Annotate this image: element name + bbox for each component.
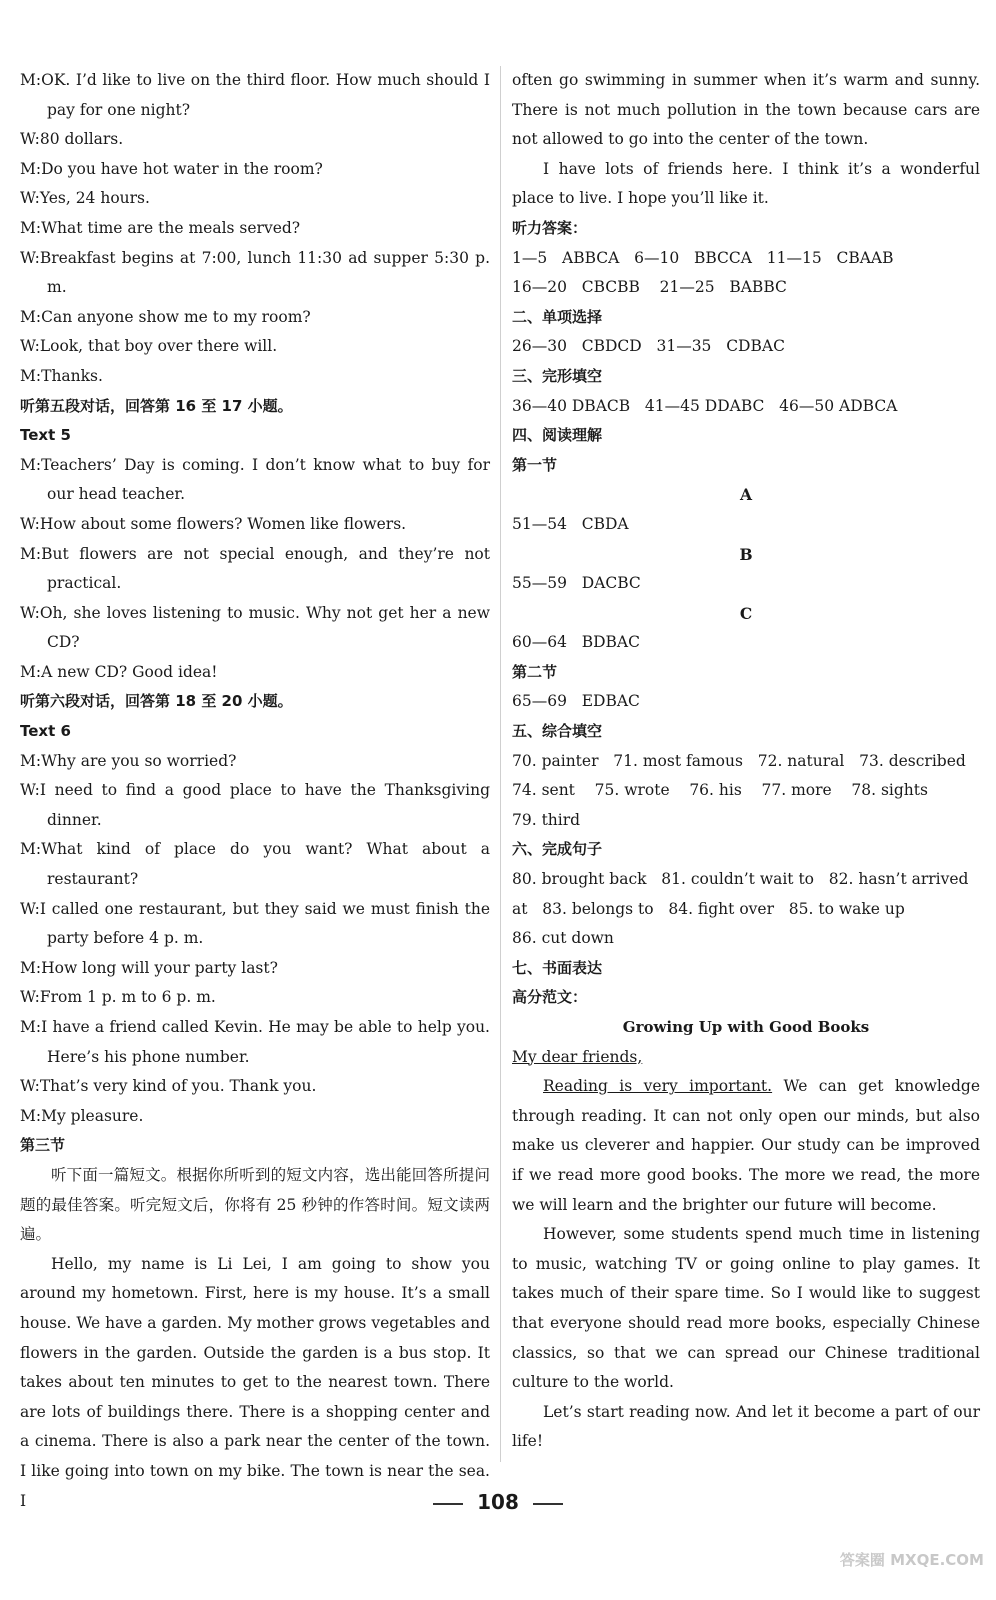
answer-line — [512, 776, 980, 806]
speaker-label: M — [20, 218, 36, 237]
speaker-label: M — [20, 307, 36, 326]
text-content: 74. sent 75. wrote 76. his 77. more 78. sights — [512, 781, 928, 800]
passage-marker — [512, 480, 980, 510]
dialogue-text: Yes, 24 hours. — [39, 189, 150, 208]
text-content: B — [739, 544, 753, 564]
speaker-label: W — [20, 514, 35, 533]
text-content: 听第六段对话，回答第 18 至 20 小题。 — [20, 692, 293, 711]
speaker-label: M — [20, 958, 36, 977]
dialogue-line — [20, 658, 490, 688]
speaker-label: M — [20, 366, 36, 385]
section-heading — [512, 717, 980, 747]
dialogue-text: Why are you so worried? — [41, 751, 237, 770]
speaker-label: W — [20, 603, 35, 622]
answer-line — [512, 332, 980, 362]
section-heading — [512, 362, 980, 392]
text-content: Text 5 — [20, 426, 71, 445]
speaker-label: W — [20, 248, 35, 267]
text-content: 第二节 — [512, 662, 558, 681]
speaker-label: M — [20, 840, 36, 859]
dialogue-line — [20, 155, 490, 185]
essay-title — [512, 1013, 980, 1043]
text-content: 1—5 ABBCA 6—10 BBCCA 11—15 CBAAB — [512, 248, 894, 267]
text-content: 第一节 — [512, 455, 558, 474]
text-content: I have lots of friends here. I think it’s a wonderful place to live. I hope you’ll like it. — [512, 159, 980, 208]
answer-line — [512, 687, 980, 717]
dialogue-line — [20, 599, 490, 658]
section-heading — [20, 1131, 490, 1161]
dialogue-text: Teachers’ Day is coming. I don’t know what to buy for our head teacher. — [41, 455, 490, 504]
answer-line — [512, 865, 980, 895]
dialogue-text: That’s very kind of you. Thank you. — [39, 1077, 317, 1096]
text-content: 五、综合填空 — [512, 722, 603, 741]
speaker-colon: : — [34, 603, 40, 622]
dialogue-line — [20, 451, 490, 510]
speaker-label: W — [20, 1077, 35, 1096]
text-content: 60—64 BDBAC — [512, 633, 640, 652]
page-footer — [0, 1490, 996, 1514]
dialogue-line — [20, 1102, 490, 1132]
text-content: 86. cut down — [512, 929, 614, 948]
text-content: 四、阅读理解 — [512, 426, 603, 445]
section-heading — [20, 421, 490, 451]
answer-line — [512, 806, 980, 836]
dialogue-line — [20, 332, 490, 362]
dialogue-line — [20, 184, 490, 214]
answer-line — [512, 569, 980, 599]
dialogue-line — [20, 954, 490, 984]
section-heading — [512, 658, 980, 688]
text-content: 80. brought back 81. couldn’t wait to 82. hasn’t arrived — [512, 870, 969, 889]
text-content: My dear friends, — [512, 1047, 643, 1066]
text-content: 六、完成句子 — [512, 840, 603, 859]
dialogue-text: A new CD? Good idea! — [41, 662, 218, 681]
section-heading — [512, 983, 980, 1013]
speaker-label: M — [20, 455, 36, 474]
text-content: A — [739, 485, 753, 505]
speaker-label: W — [20, 988, 35, 1007]
passage-marker — [512, 599, 980, 629]
right-column — [512, 66, 980, 1457]
dialogue-text: OK. I’d like to live on the third floor. How much should I pay for one night? — [41, 71, 490, 119]
speaker-colon: : — [34, 130, 40, 149]
speaker-colon: : — [35, 366, 42, 385]
paragraph — [512, 155, 980, 214]
dialogue-line — [20, 1072, 490, 1102]
dialogue-line — [20, 776, 490, 835]
answer-line — [512, 244, 980, 274]
speaker-colon: : — [35, 307, 42, 326]
text-content: 55—59 DACBC — [512, 574, 641, 593]
dialogue-line — [20, 125, 490, 155]
text-content: 70. painter 71. most famous 72. natural 73. described — [512, 751, 966, 770]
dialogue-text: But flowers are not special enough, and they’re not practical. — [41, 544, 490, 593]
dialogue-text: Look, that boy over there will. — [39, 337, 278, 356]
speaker-colon: : — [34, 1077, 40, 1096]
speaker-colon: : — [35, 958, 42, 977]
speaker-colon: : — [35, 455, 42, 474]
text-content: Let’s start reading now. And let it become a part of our life! — [512, 1402, 980, 1451]
footer-dash-right — [533, 1503, 563, 1505]
section-heading — [512, 835, 980, 865]
text-content: We can get knowledge through reading. It can not only open our minds, but also make us cleverer and happier. Our study can be improved if we read more good books. The more we read, the more we will learn and the brighter our future will become. — [512, 1077, 980, 1214]
dialogue-text: I need to find a good place to have the Thanksgiving dinner. — [39, 781, 490, 829]
speaker-colon: : — [34, 189, 40, 208]
speaker-label: W — [20, 130, 35, 149]
speaker-colon: : — [34, 248, 40, 267]
dialogue-text: What kind of place do you want? What about a restaurant? — [41, 840, 490, 889]
speaker-colon: : — [35, 544, 42, 563]
paragraph — [20, 1161, 490, 1250]
dialogue-line — [20, 66, 490, 125]
speaker-label: M — [20, 159, 36, 178]
text-content: 79. third — [512, 810, 581, 829]
speaker-colon: : — [34, 988, 40, 1007]
text-content: 高分范文： — [512, 988, 588, 1007]
text-content: at 83. belongs to 84. fight over 85. to wake up — [512, 899, 905, 918]
dialogue-text: My pleasure. — [41, 1106, 144, 1125]
speaker-colon: : — [35, 840, 42, 859]
answer-line — [512, 895, 980, 925]
dialogue-line — [20, 835, 490, 894]
text-content: 三、完形填空 — [512, 366, 603, 385]
underlined-topic-sentence: Reading is very important. — [543, 1077, 773, 1096]
speaker-colon: : — [35, 751, 42, 770]
speaker-label: M — [20, 71, 36, 89]
text-content: Text 6 — [20, 722, 71, 741]
speaker-label: M — [20, 662, 36, 681]
section-heading — [512, 451, 980, 481]
dialogue-text: I called one restaurant, but they said we must finish the party before 4 p. m. — [39, 899, 490, 948]
text-content: 听下面一篇短文。根据你所听到的短文内容，选出能回答所提问题的最佳答案。听完短文后，你将有 25 秒钟的作答时间。短文读两遍。 — [20, 1165, 490, 1244]
speaker-colon: : — [35, 159, 42, 178]
speaker-label: M — [20, 1106, 36, 1125]
speaker-colon: : — [35, 662, 42, 681]
dialogue-line — [20, 983, 490, 1013]
text-content: 26—30 CBDCD 31—35 CDBAC — [512, 337, 785, 356]
speaker-colon: : — [34, 337, 40, 356]
paragraph — [20, 1250, 490, 1516]
dialogue-line — [20, 747, 490, 777]
section-heading — [512, 303, 980, 333]
dialogue-text: What time are the meals served? — [41, 218, 301, 237]
speaker-label: M — [20, 544, 36, 563]
dialogue-text: Breakfast begins at 7:00, lunch 11:30 ad supper 5:30 p. m. — [39, 248, 490, 297]
dialogue-text: Oh, she loves listening to music. Why not get her a new CD? — [39, 603, 490, 652]
speaker-colon: : — [35, 1018, 42, 1036]
dialogue-text: I have a friend called Kevin. He may be able to help you. Here’s his phone number. — [41, 1018, 490, 1066]
watermark-logo: 答案圈 MXQE.COM — [839, 1551, 984, 1569]
footer-dash-left — [433, 1503, 463, 1505]
answer-line — [512, 924, 980, 954]
text-content: C — [739, 603, 753, 623]
dialogue-text: How long will your party last? — [41, 958, 278, 977]
section-heading — [512, 421, 980, 451]
paragraph-continued — [512, 66, 980, 155]
speaker-label: M — [20, 751, 36, 770]
dialogue-line — [20, 895, 490, 954]
text-content: 65—69 EDBAC — [512, 692, 640, 711]
paragraph — [512, 1398, 980, 1457]
dialogue-line — [20, 540, 490, 599]
answer-line — [512, 392, 980, 422]
answer-line — [512, 747, 980, 777]
speaker-colon: : — [35, 218, 42, 237]
speaker-colon: : — [34, 781, 40, 800]
text-content: 51—54 CBDA — [512, 514, 629, 533]
left-column — [20, 66, 490, 1516]
text-content: However, some students spend much time in listening to music, watching TV or going online to play games. It takes much of their spare time. So I would like to suggest that everyone should read more books, especially Chinese classics, so that we can spread our Chinese traditional culture to the world. — [512, 1225, 980, 1392]
speaker-label: W — [20, 189, 35, 208]
text-content: 16—20 CBCBB 21—25 BABBC — [512, 278, 787, 297]
text-content: Hello, my name is Li Lei, I am going to show you around my hometown. First, here is my house. It’s a small house. We have a garden. My mother grows vegetables and flowers in the garden. Outside the garden is a bus stop. It takes about ten minutes to get to the nearest town. There are lots of buildings there. There is a shopping center and a cinema. There is also a park near the center of the town. I like going into town on my bike. The town is near the sea. I — [20, 1254, 490, 1510]
dialogue-text: 80 dollars. — [39, 130, 124, 149]
speaker-colon: : — [35, 71, 42, 89]
text-content: 听力答案： — [512, 218, 588, 237]
essay-salutation — [512, 1043, 980, 1073]
speaker-colon: : — [35, 1106, 42, 1125]
section-heading — [20, 392, 490, 422]
dialogue-line — [20, 303, 490, 333]
dialogue-line — [20, 1013, 490, 1072]
answer-line — [512, 510, 980, 540]
text-content: Growing Up with Good Books — [622, 1018, 870, 1036]
dialogue-line — [20, 214, 490, 244]
dialogue-line — [20, 244, 490, 303]
section-heading — [512, 954, 980, 984]
speaker-colon: : — [34, 899, 40, 918]
text-content: 36—40 DBACB 41—45 DDABC 46—50 ADBCA — [512, 396, 898, 415]
paragraph — [512, 1220, 980, 1398]
dialogue-line — [20, 510, 490, 540]
speaker-label: W — [20, 781, 35, 800]
text-content: 听第五段对话，回答第 16 至 17 小题。 — [20, 396, 293, 415]
text-content: 七、书面表达 — [512, 958, 603, 977]
paragraph — [512, 1072, 980, 1220]
speaker-colon: : — [34, 514, 40, 533]
text-content: often go swimming in summer when it’s warm and sunny. There is not much pollution in the town because cars are not allowed to go into the center of the town. — [512, 71, 980, 149]
dialogue-text: Thanks. — [41, 366, 103, 385]
dialogue-text: How about some flowers? Women like flowers. — [39, 514, 407, 533]
passage-marker — [512, 540, 980, 570]
text-content: 第三节 — [20, 1136, 66, 1155]
section-heading — [20, 717, 490, 747]
dialogue-text: From 1 p. m to 6 p. m. — [39, 988, 216, 1007]
speaker-label: W — [20, 337, 35, 356]
section-heading — [512, 214, 980, 244]
dialogue-line — [20, 362, 490, 392]
page-number: 108 — [477, 1490, 519, 1514]
speaker-label: W — [20, 899, 35, 918]
dialogue-text: Can anyone show me to my room? — [41, 307, 311, 326]
dialogue-text: Do you have hot water in the room? — [41, 159, 323, 178]
section-heading — [20, 687, 490, 717]
speaker-label: M — [20, 1018, 36, 1036]
column-divider — [500, 66, 501, 1462]
answer-line — [512, 628, 980, 658]
text-content: 二、单项选择 — [512, 307, 603, 326]
answer-line — [512, 273, 980, 303]
